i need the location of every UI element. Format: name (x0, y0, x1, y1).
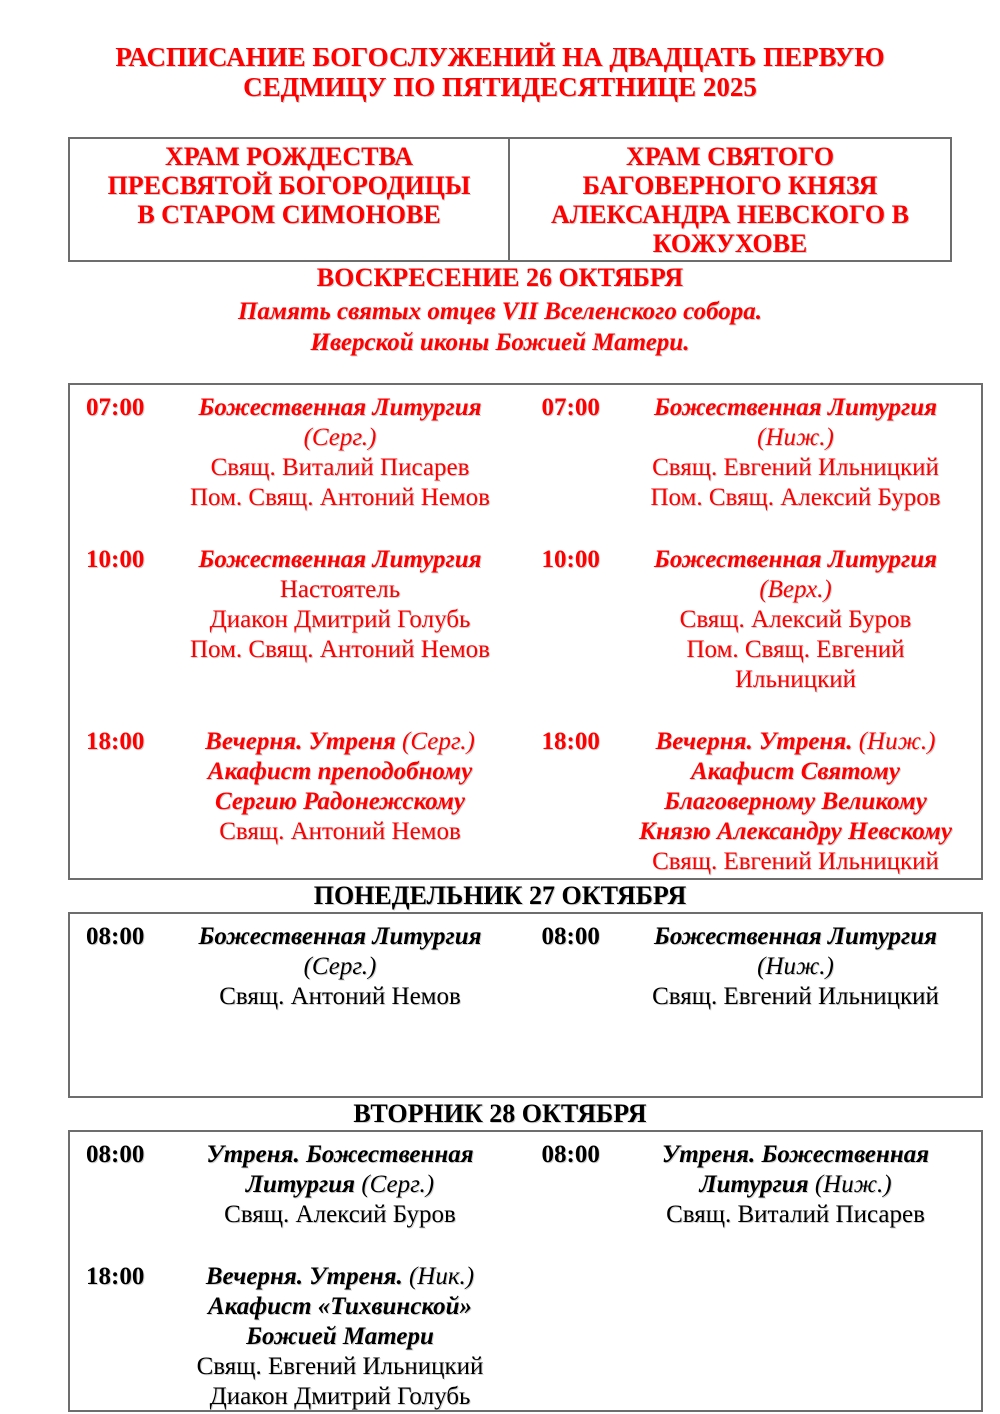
schedule-box-tuesday (68, 1130, 983, 1412)
schedule-row (70, 922, 981, 1012)
schedule-cell-left (70, 1140, 526, 1230)
service-akathist: Акафист Святому Благоверному Великому Князю Александру Невскому (638, 758, 952, 845)
service-title-line (180, 1140, 500, 1200)
service-title: Вечерня. Утреня (205, 728, 396, 755)
service-title-line (636, 727, 956, 757)
service-title: Вечерня. Утреня. (655, 728, 853, 755)
service-title-line (636, 545, 956, 575)
schedule-row (70, 1262, 981, 1412)
service-clergy: Пом. Свящ. Антоний Немов (190, 484, 490, 511)
service-clergy: Пом. Свящ. Евгений Ильницкий (686, 636, 905, 693)
service-akathist: Акафист «Тихвинской» Божией Матери (207, 1293, 473, 1350)
schedule-cell-right (526, 545, 982, 695)
service-title-line (180, 727, 500, 757)
service-details (180, 922, 500, 1012)
schedule-cell-left (70, 393, 526, 513)
service-clergy: Свящ. Виталий Писарев (210, 454, 470, 481)
service-entry (526, 1140, 982, 1230)
memorial-line: Память святых отцев VII Вселенского собора. (237, 298, 763, 325)
service-details (636, 393, 956, 513)
service-clergy: Свящ. Алексий Буров (679, 606, 912, 633)
service-location-note: (Ниж.) (814, 1171, 892, 1198)
service-details (180, 727, 500, 847)
day-heading-tuesday: ВТОРНИК 28 ОКТЯБРЯ (353, 1099, 647, 1128)
service-location-note: (Серг.) (361, 1171, 435, 1198)
service-title-line (180, 545, 500, 575)
service-details (180, 545, 500, 665)
service-title-line (180, 393, 500, 423)
service-title: Божественная Литургия (198, 923, 482, 950)
service-title-line (180, 1262, 500, 1292)
service-time: 18:00 (86, 1263, 145, 1290)
schedule-row (70, 727, 981, 877)
service-details (180, 393, 500, 513)
service-title: Божественная Литургия (653, 546, 938, 573)
service-title-line (636, 1140, 956, 1200)
document-title: РАСПИСАНИЕ БОГОСЛУЖЕНИЙ НА ДВАДЦАТЬ ПЕРВУЮ СЕДМИЦУ ПО ПЯТИДЕСЯТНИЦЕ 2025 (115, 42, 885, 102)
service-clergy: Пом. Свящ. Алексий Буров (650, 484, 941, 511)
service-location-note: (Ник.) (408, 1263, 475, 1290)
schedule-cell-right (526, 922, 982, 1012)
service-title-line (636, 393, 956, 423)
service-title: Утреня. Божественная Литургия (206, 1141, 474, 1198)
service-entry (526, 545, 982, 695)
church-name-simonovo: ХРАМ РОЖДЕСТВА ПРЕСВЯТОЙ БОГОРОДИЦЫ В СТАРОМ СИМОНОВЕ (107, 142, 471, 229)
service-entry (70, 545, 526, 665)
service-title-line (636, 922, 956, 952)
service-time: 10:00 (541, 546, 600, 573)
service-details (636, 727, 956, 877)
church-name-kozhukhovo: ХРАМ СВЯТОГО БАГОВЕРНОГО КНЯЗЯ АЛЕКСАНДРА НЕВСКОГО В КОЖУХОВЕ (551, 142, 909, 258)
service-title: Божественная Литургия (198, 546, 482, 573)
service-location-note: (Ниж.) (757, 953, 834, 980)
service-entry (70, 727, 526, 847)
service-clergy: Свящ. Евгений Ильницкий (652, 454, 939, 481)
service-location-note: (Ниж.) (757, 424, 834, 451)
service-title: Божественная Литургия (198, 394, 482, 421)
schedule-cell-right (526, 393, 982, 513)
schedule-cell-right (526, 1140, 982, 1230)
memorial-lines (0, 296, 1000, 358)
church-cell-right (510, 139, 950, 260)
service-location-note: (Ниж.) (858, 728, 936, 755)
church-cell-left (70, 139, 510, 260)
service-entry (526, 727, 982, 877)
service-clergy: Свящ. Алексий Буров (224, 1201, 456, 1228)
schedule-cell-left (70, 545, 526, 665)
service-time: 08:00 (541, 923, 600, 950)
service-time: 18:00 (86, 728, 145, 755)
service-details (636, 1140, 956, 1230)
service-time: 08:00 (86, 1141, 145, 1168)
service-clergy: Диакон Дмитрий Голубь (209, 606, 471, 633)
service-entry (70, 1140, 526, 1230)
service-title-line (180, 922, 500, 952)
service-time: 08:00 (541, 1141, 600, 1168)
service-title: Божественная Литургия (653, 394, 938, 421)
schedule-cell-right (526, 727, 982, 877)
service-clergy: Свящ. Антоний Немов (219, 818, 461, 845)
service-clergy: Свящ. Евгений Ильницкий (652, 848, 939, 875)
service-clergy: Свящ. Евгений Ильницкий (196, 1353, 484, 1380)
service-location-note: (Серг.) (303, 953, 377, 980)
service-time: 08:00 (86, 923, 145, 950)
schedule-row (70, 545, 981, 695)
service-title: Божественная Литургия (653, 923, 938, 950)
service-clergy: Настоятель (279, 576, 401, 603)
schedule-cell-left (70, 1262, 526, 1412)
schedule-cell-left (70, 922, 526, 1012)
schedule-box-monday (68, 912, 983, 1098)
service-akathist: Акафист преподобному Сергию Радонежскому (207, 758, 473, 815)
service-clergy: Пом. Свящ. Антоний Немов (190, 636, 490, 663)
service-clergy: Диакон Дмитрий Голубь (209, 1383, 471, 1410)
service-location-note: (Верх.) (759, 576, 832, 603)
service-entry (526, 922, 982, 1012)
schedule-box-sunday (68, 383, 983, 880)
service-time: 10:00 (86, 546, 145, 573)
day-heading-sunday: ВОСКРЕСЕНИЕ 26 ОКТЯБРЯ (316, 263, 684, 292)
service-details (180, 1262, 500, 1412)
service-time: 18:00 (541, 728, 600, 755)
service-entry (70, 922, 526, 1012)
service-location-note: (Серг.) (402, 728, 475, 755)
schedule-row (70, 393, 981, 513)
service-location-note: (Серг.) (303, 424, 377, 451)
churches-header-table (68, 137, 952, 262)
memorial-line: Иверской иконы Божией Матери. (310, 329, 690, 356)
schedule-row (70, 1140, 981, 1230)
service-title: Утреня. Божественная Литургия (661, 1141, 930, 1198)
service-details (636, 922, 956, 1012)
service-clergy: Свящ. Евгений Ильницкий (652, 983, 939, 1010)
service-title: Вечерня. Утреня. (205, 1263, 403, 1290)
service-entry (526, 393, 982, 513)
service-details (636, 545, 956, 695)
service-entry (70, 1262, 526, 1412)
service-details (180, 1140, 500, 1230)
day-heading-monday: ПОНЕДЕЛЬНИК 27 ОКТЯБРЯ (313, 881, 687, 910)
service-entry (70, 393, 526, 513)
service-clergy: Свящ. Виталий Писарев (666, 1201, 925, 1228)
schedule-cell-left (70, 727, 526, 847)
service-time: 07:00 (86, 394, 145, 421)
service-clergy: Свящ. Антоний Немов (219, 983, 461, 1010)
service-time: 07:00 (541, 394, 600, 421)
